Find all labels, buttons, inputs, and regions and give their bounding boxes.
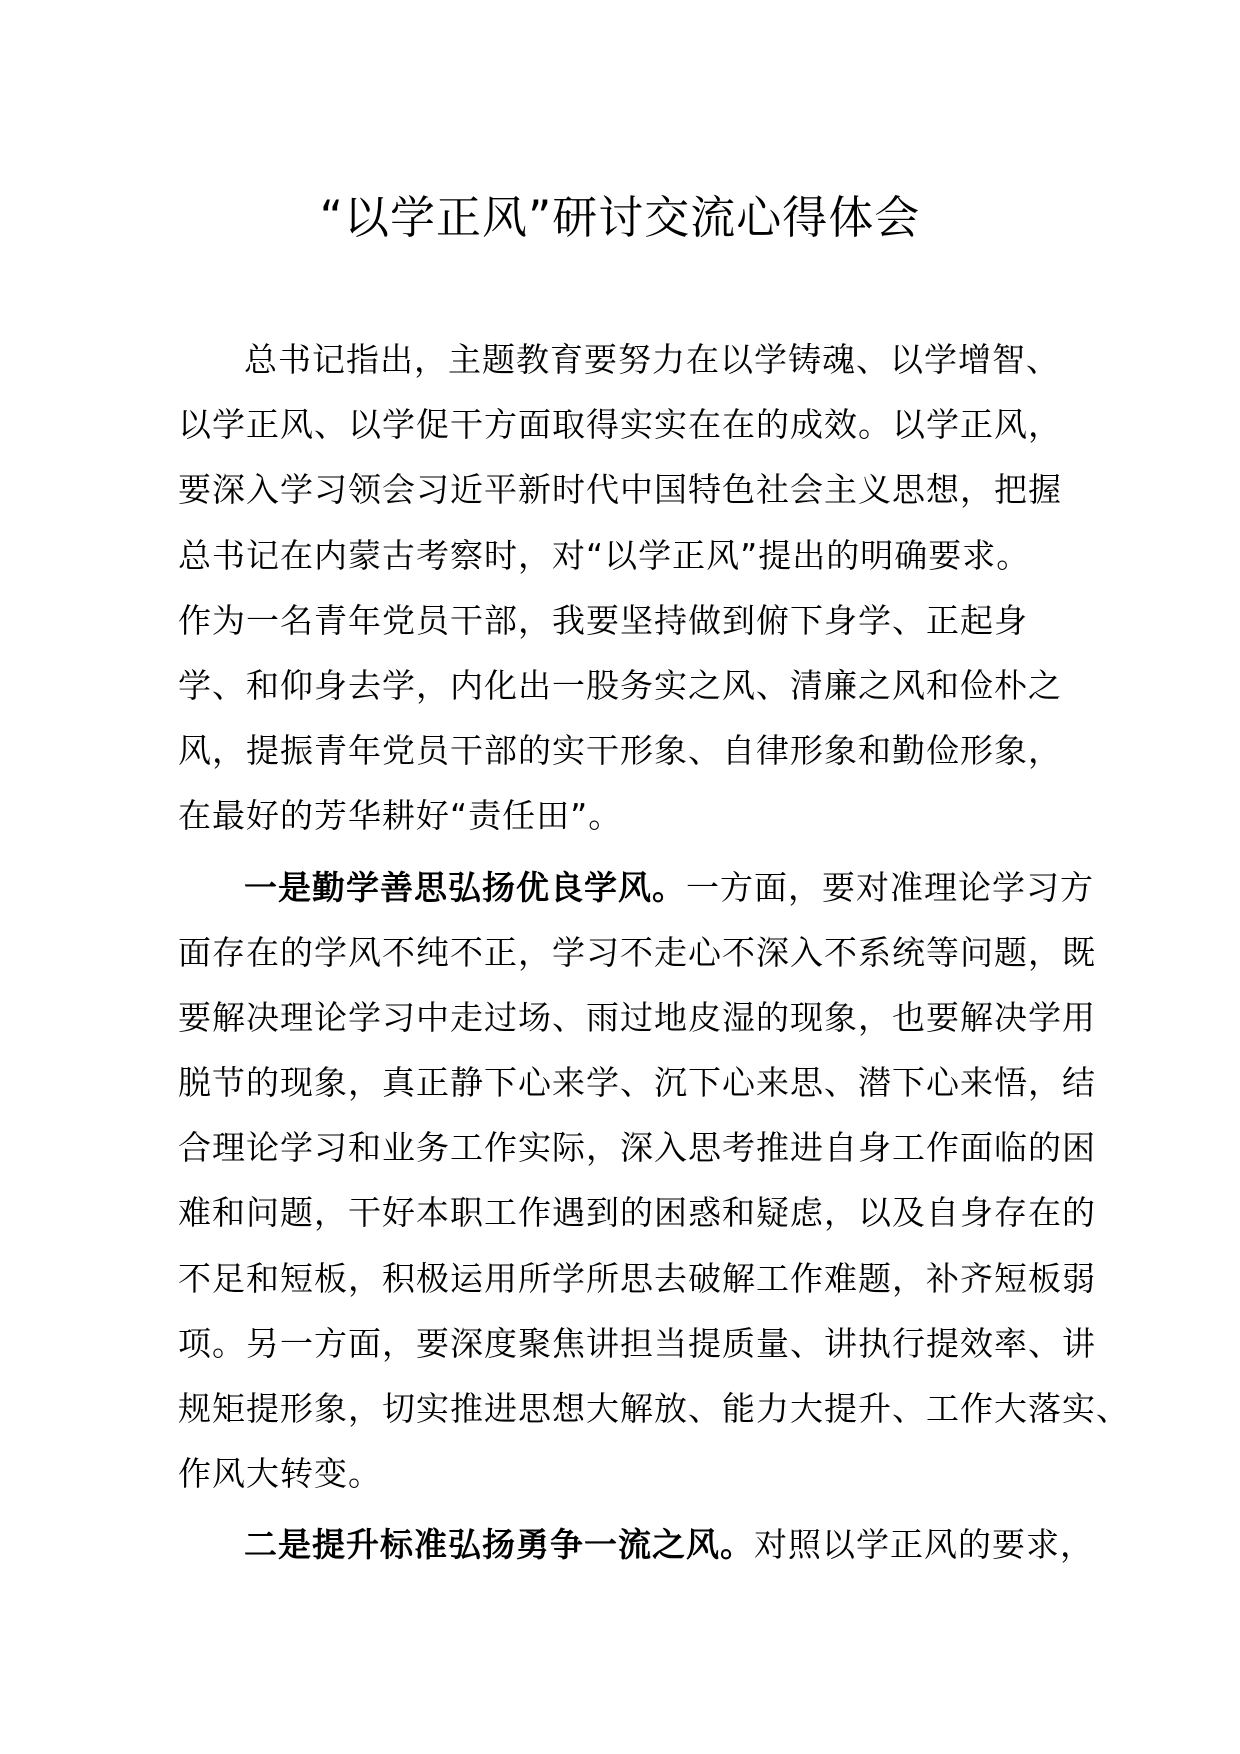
paragraph-line: 脱节的现象，真正静下心来学、沉下心来思、潜下心来悟，结	[178, 1063, 1096, 1103]
paragraph-line: 项。另一方面，要深度聚焦讲担当提质量、讲执行提效率、讲	[178, 1323, 1096, 1363]
paragraph-line-rest: 一方面，要对准理论学习方	[686, 867, 1094, 907]
document-body	[178, 327, 1130, 1578]
paragraph-line: 风，提振青年党员干部的实干形象、自律形象和勤俭形象，	[178, 731, 1062, 771]
section-heading: 一是勤学善思弘扬优良学风。	[244, 867, 686, 907]
paragraph-line: 要深入学习领会习近平新时代中国特色社会主义思想，把握	[178, 470, 1062, 510]
section-heading: 二是提升标准弘扬勇争一流之风。	[244, 1525, 754, 1565]
paragraph-first-line	[178, 1512, 1094, 1577]
paragraph-first-line	[178, 855, 1094, 920]
paragraph-line: 作为一名青年党员干部，我要坚持做到俯下身学、正起身	[178, 600, 1028, 640]
paragraph-line: 规矩提形象，切实推进思想大解放、能力大提升、工作大落实、	[178, 1389, 1130, 1428]
paragraph-standards	[178, 1512, 1094, 1577]
paragraph-study-style	[178, 855, 1130, 1507]
paragraph-line-rest: 对照以学正风的要求，	[754, 1525, 1094, 1565]
paragraph-line: 合理论学习和业务工作实际，深入思考推进自身工作面临的困	[178, 1128, 1096, 1168]
paragraph-line: 要解决理论学习中走过场、雨过地皮湿的现象，也要解决学用	[178, 997, 1096, 1037]
paragraph-intro	[178, 327, 1090, 849]
document-title: “以学正风”研讨交流心得体会	[319, 191, 921, 244]
paragraph-line: 作风大转变。	[178, 1454, 382, 1494]
paragraph-line: 在最好的芳华耕好“责任田”。	[178, 796, 623, 836]
paragraph-line: 以学正风、以学促干方面取得实实在在的成效。以学正风，	[178, 405, 1062, 445]
paragraph-line: 总书记在内蒙古考察时，对“以学正风”提出的明确要求。	[178, 535, 1031, 575]
paragraph-line: 学、和仰身去学，内化出一股务实之风、清廉之风和俭朴之	[178, 665, 1062, 705]
paragraph-line: 总书记指出，主题教育要努力在以学铸魂、以学增智、	[244, 340, 1060, 379]
paragraph-line: 不足和短板，积极运用所学所思去破解工作难题，补齐短板弱	[178, 1258, 1096, 1298]
paragraph-line: 面存在的学风不纯不正，学习不走心不深入不系统等问题，既	[178, 932, 1096, 972]
paragraph-line: 难和问题，干好本职工作遇到的困惑和疑虑，以及自身存在的	[178, 1193, 1096, 1233]
